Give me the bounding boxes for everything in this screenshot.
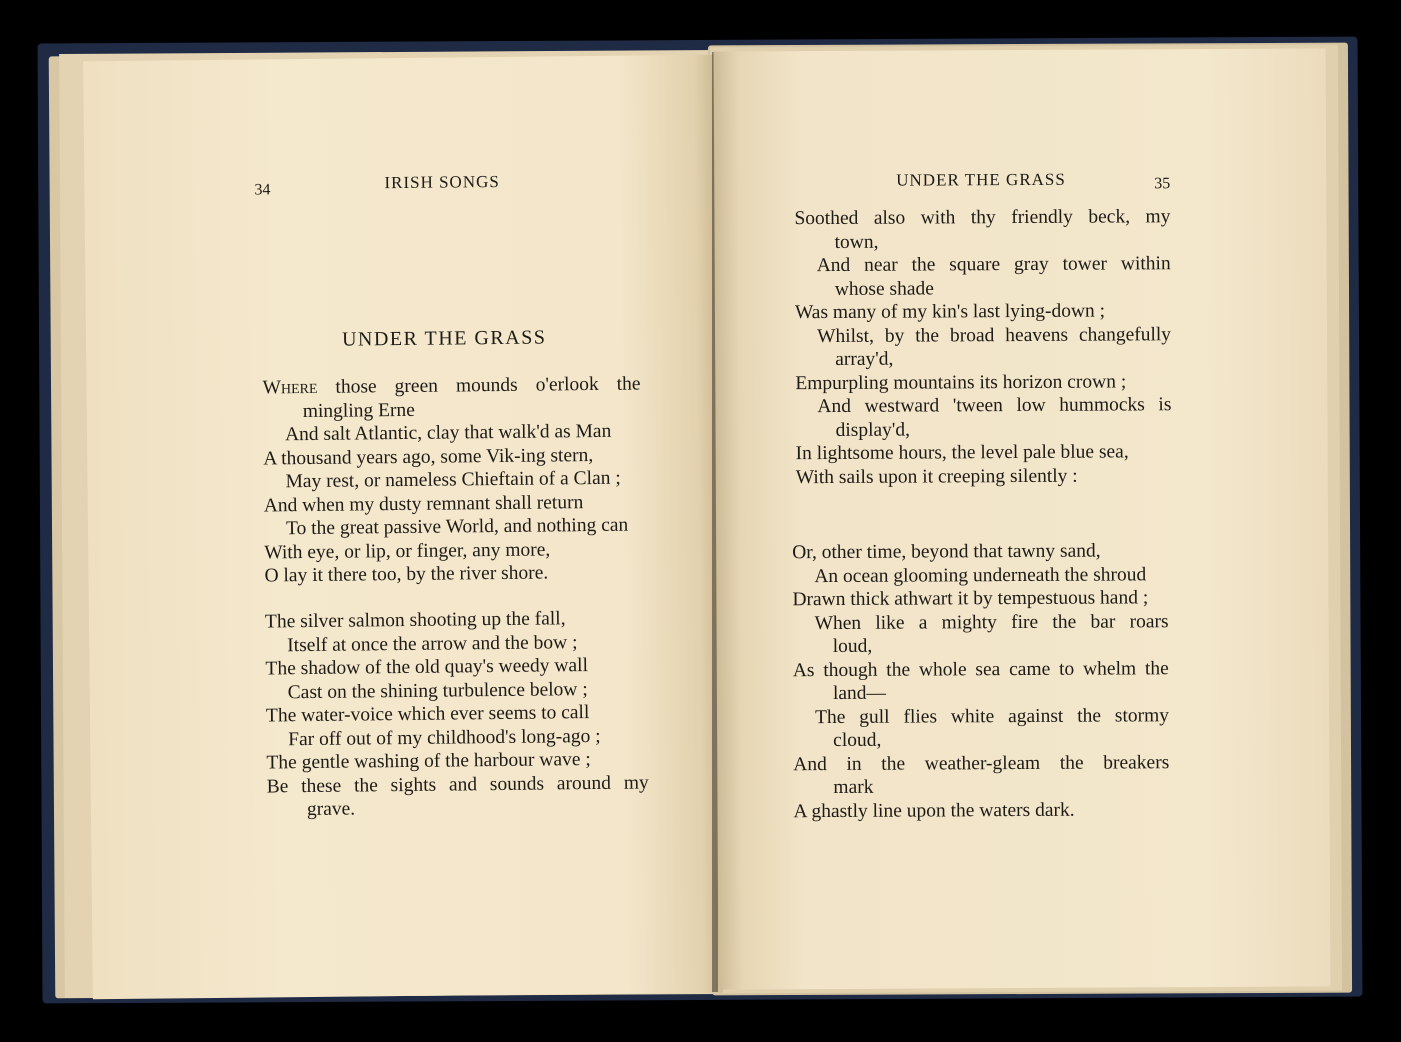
- poem-line: And near the square gray tower within: [816, 253, 1171, 277]
- poem-line: In lightsome hours, the level pale blue sea,: [795, 441, 1129, 465]
- poem-line: With sails upon it creeping silently :: [795, 465, 1078, 488]
- right-running-head: UNDER THE GRASS: [896, 169, 1066, 190]
- poem-line: Itself at once the arrow and the bow ;: [287, 631, 578, 656]
- poem-line: whose shade: [834, 277, 934, 300]
- poem-line: An ocean glooming underneath the shroud: [814, 563, 1147, 587]
- poem-line: And salt Atlantic, clay that walk'd as Man: [284, 420, 612, 446]
- poem-line: The shadow of the old quay's weedy wall: [265, 655, 589, 680]
- poem-line: The silver salmon shooting up the fall,: [264, 608, 566, 633]
- right-page: [714, 48, 1331, 989]
- poem-line: The gull flies white against the stormy: [814, 704, 1170, 728]
- poem-line: The water-voice which ever seems to call: [265, 702, 590, 727]
- poem-line: And westward 'tween low hummocks is: [817, 394, 1172, 418]
- drop-word: Where: [262, 376, 318, 399]
- poem-line: display'd,: [835, 419, 911, 441]
- right-page-number: 35: [1154, 175, 1171, 193]
- left-page: [83, 55, 723, 1000]
- poem-line: mingling Erne: [302, 399, 415, 422]
- poem-line: When like a mighty fire the bar roars: [814, 610, 1169, 634]
- right-stanza-2: [792, 539, 1169, 823]
- poem-line: O lay it there too, by the river shore.: [264, 562, 549, 587]
- poem-line: Or, other time, beyond that tawny sand,: [792, 540, 1101, 564]
- poem-line: Where those green mounds o'erlook the: [262, 373, 641, 399]
- poem-line: grave.: [306, 798, 356, 821]
- left-page-number: 34: [254, 181, 271, 199]
- poem-line: A thousand years ago, some Vik-ing stern,: [263, 444, 594, 469]
- poem-line: town,: [834, 231, 879, 253]
- poem-line: A ghastly line upon the waters dark.: [793, 799, 1075, 822]
- poem-line: May rest, or nameless Chieftain of a Clan ;: [285, 467, 621, 493]
- poem-line: cloud,: [833, 729, 882, 751]
- poem-line: Far off out of my childhood's long-ago ;: [288, 725, 601, 750]
- poem-line: Whilst, by the broad heavens changefully: [816, 323, 1172, 347]
- poem-line: Cast on the shining turbulence below ;: [287, 678, 588, 703]
- poem-line: As though the whole sea came to whelm the: [792, 657, 1169, 681]
- poem-line: array'd,: [835, 348, 894, 370]
- poem-line: land—: [832, 682, 887, 704]
- poem-line: The gentle washing of the harbour wave ;: [266, 749, 591, 774]
- left-stanza-1: [262, 373, 642, 588]
- poem-line: With eye, or lip, or finger, any more,: [264, 538, 551, 563]
- left-running-head: IRISH SONGS: [384, 171, 500, 193]
- poem-line: To the great passive World, and nothing can: [285, 514, 629, 540]
- left-stanza-2: [265, 606, 649, 821]
- poem-line: mark: [833, 776, 874, 798]
- poem-title: UNDER THE GRASS: [341, 326, 547, 351]
- poem-line: loud,: [832, 635, 873, 657]
- right-stanza-1: [794, 205, 1171, 489]
- poem-line: Empurpling mountains its horizon crown ;: [795, 370, 1127, 394]
- poem-line: Was many of my kin's last lying-down ;: [794, 300, 1106, 324]
- poem-line: And when my dusty remnant shall return: [263, 491, 584, 516]
- poem-line: Soothed also with thy friendly beck, my: [794, 206, 1171, 230]
- poem-line: Be these the sights and sounds around my: [266, 771, 649, 797]
- poem-line: And in the weather-gleam the breakers: [793, 751, 1170, 775]
- poem-line: Drawn thick athwart it by tempestuous hand ;: [792, 587, 1149, 611]
